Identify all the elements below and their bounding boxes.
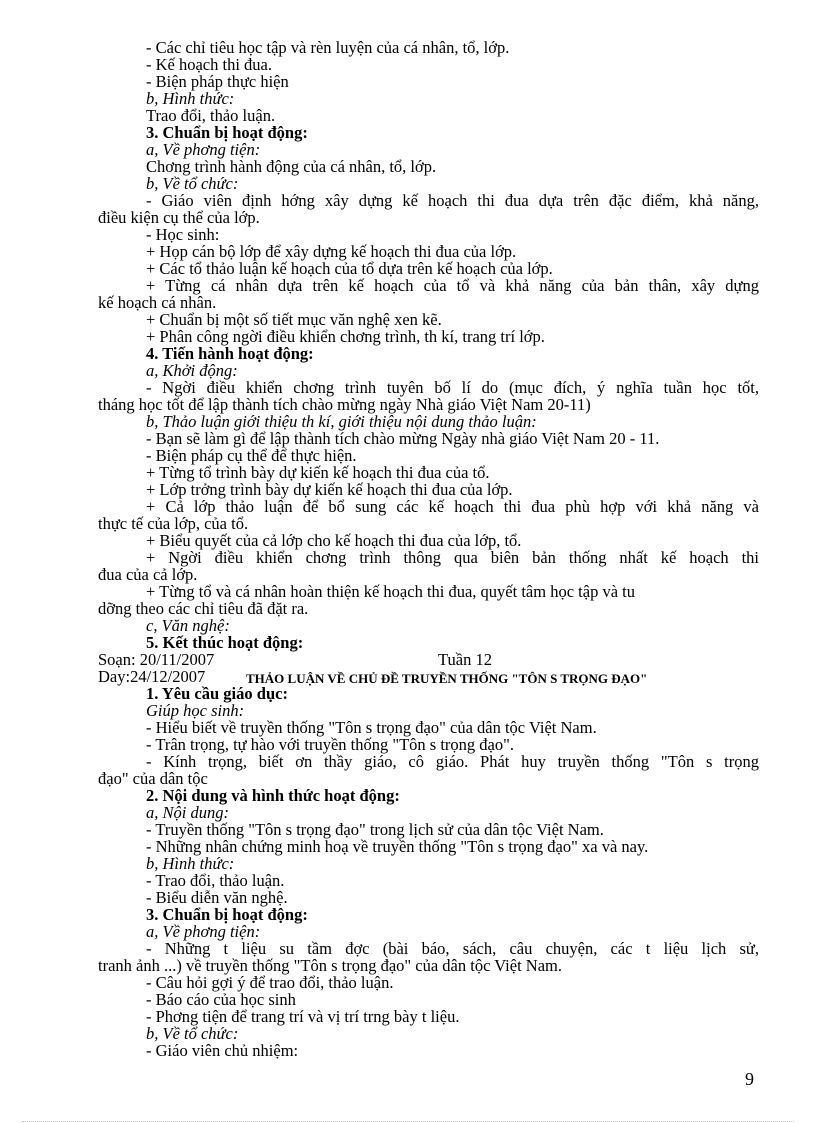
text-line: dỡng theo các chỉ tiêu đã đặt ra.: [98, 599, 309, 618]
subheading: b, Về tổ chức:: [146, 174, 239, 193]
text-line: - Bạn sẽ làm gì để lập thành tích chào mừng Ngày nhà giáo Việt Nam 20 - 11.: [146, 429, 660, 448]
subheading: b, Về tổ chức:: [146, 1024, 239, 1043]
text-line: - Phơng tiện để trang trí và vị trí trng bày t liệu.: [146, 1007, 460, 1026]
text-line: + Từng tổ và cá nhân hoàn thiện kế hoạch thi đua, quyết tâm học tập và tu: [146, 582, 635, 601]
text-line: + Chuẩn bị một số tiết mục văn nghệ xen kẽ.: [146, 310, 442, 329]
section-heading: 3. Chuẩn bị hoạt động:: [146, 905, 308, 924]
text-line: - Các chỉ tiêu học tập và rèn luyện của cá nhân, tổ, lớp.: [146, 38, 510, 57]
text-line: - Giáo viên chủ nhiệm:: [146, 1041, 299, 1060]
text-line: - Báo cáo của học sinh: [146, 990, 296, 1009]
text-line: - Kính trọng, biết ơn thầy giáo, cô giáo. Phát huy truyền thống "Tôn s trọng: [146, 752, 759, 771]
text-line: + Các tổ thảo luận kế hoạch của tổ dựa trên kế hoạch của lớp.: [146, 259, 553, 278]
text-line: + Lớp trởng trình bày dự kiến kế hoạch thi đua của lớp.: [146, 480, 513, 499]
text-line: - Hiểu biết về truyền thống "Tôn s trọng đạo" của dân tộc Việt Nam.: [146, 718, 597, 737]
text-line: - Những nhân chứng minh hoạ về truyền thống "Tôn s trọng đạo" xa và nay.: [146, 837, 649, 856]
text-line: đạo" của dân tộc: [98, 769, 208, 788]
subheading: a, Nội dung:: [146, 803, 229, 822]
page-bottom-divider: [22, 1121, 794, 1122]
text-line: tháng học tốt để lập thành tích chào mừng ngày Nhà giáo Việt Nam 20-11): [98, 395, 591, 414]
subheading: Giúp học sinh:: [146, 701, 245, 720]
text-line: Chơng trình hành động của cá nhân, tổ, lớp.: [146, 157, 437, 176]
text-line: - Ngời điều khiển chơng trình tuyên bố lí do (mục đích, ý nghĩa tuần học tốt,: [146, 378, 759, 397]
text-line: + Cả lớp thảo luận để bổ sung các kế hoạch thi đua phù hợp với khả năng và: [146, 497, 759, 516]
subheading: c, Văn nghệ:: [146, 616, 230, 635]
subheading: b, Hình thức:: [146, 89, 235, 108]
text-line: - Biện pháp thực hiện: [146, 72, 289, 91]
text-line: - Trao đổi, thảo luận.: [146, 871, 285, 890]
text-line: - Những t liệu su tầm đợc (bài báo, sách, câu chuyện, các t liệu lịch sử,: [146, 939, 759, 958]
text-line: - Truyền thống "Tôn s trọng đạo" trong lịch sử của dân tộc Việt Nam.: [146, 820, 604, 839]
text-line: tranh ảnh ...) về truyền thống "Tôn s trọng đạo" của dân tộc Việt Nam.: [98, 956, 562, 975]
subheading: a, Về phơng tiện:: [146, 140, 261, 159]
section-heading: 4. Tiến hành hoạt động:: [146, 344, 314, 363]
text-line: - Học sinh:: [146, 225, 220, 244]
lesson-title: THẢO LUẬN VỀ CHỦ ĐỀ TRUYỀN THỐNG "TÔN S TRỌNG ĐẠO": [246, 671, 648, 686]
section-heading: 5. Kết thúc hoạt động:: [146, 633, 304, 652]
text-line: điều kiện cụ thể của lớp.: [98, 208, 260, 227]
text-line: + Ngời điều khiển chơng trình thông qua biên bản thống nhất kế hoạch thi: [146, 548, 759, 567]
week-label: Tuần 12: [438, 650, 492, 669]
subheading: b, Thảo luận giới thiệu th kí, giới thiệu nội dung thảo luận:: [146, 412, 537, 431]
subheading: a, Về phơng tiện:: [146, 922, 261, 941]
text-line: - Câu hỏi gợi ý để trao đổi, thảo luận.: [146, 973, 394, 992]
subheading: b, Hình thức:: [146, 854, 235, 873]
subheading: a, Khởi động:: [146, 361, 238, 380]
section-heading: 3. Chuẩn bị hoạt động:: [146, 123, 308, 142]
text-line: + Biểu quyết của cả lớp cho kế hoạch thi đua của lớp, tổ.: [146, 531, 522, 550]
text-line: thực tế của lớp, của tổ.: [98, 514, 249, 533]
text-line: - Biện pháp cụ thể để thực hiện.: [146, 446, 357, 465]
text-line: - Giáo viên định hớng xây dựng kế hoạch thi đua dựa trên đặc điểm, khả năng,: [146, 191, 759, 210]
text-line: đua của cả lớp.: [98, 565, 198, 584]
text-line: kế hoạch cá nhân.: [98, 293, 217, 312]
text-line: - Trân trọng, tự hào với truyền thống "Tôn s trọng đạo".: [146, 735, 514, 754]
soan-date: Soạn: 20/11/2007: [98, 650, 215, 669]
text-line: + Từng cá nhân dựa trên kế hoạch của tổ và khả năng của bản thân, xây dựng: [146, 276, 759, 295]
text-line: Trao đổi, thảo luận.: [146, 106, 276, 125]
section-heading: 1. Yêu cầu giáo dục:: [146, 684, 288, 703]
text-line: - Kế hoạch thi đua.: [146, 55, 272, 74]
text-line: + Từng tổ trình bày dự kiến kế hoạch thi đua của tổ.: [146, 463, 490, 482]
day-date: Day:24/12/2007: [98, 667, 206, 686]
text-line: + Họp cán bộ lớp để xây dựng kế hoạch thi đua của lớp.: [146, 242, 517, 261]
section-heading: 2. Nội dung và hình thức hoạt động:: [146, 786, 400, 805]
text-line: - Biểu diễn văn nghệ.: [146, 888, 288, 907]
text-line: + Phân công ngời điều khiển chơng trình, th kí, trang trí lớp.: [146, 327, 545, 346]
page-number: 9: [745, 1069, 754, 1089]
